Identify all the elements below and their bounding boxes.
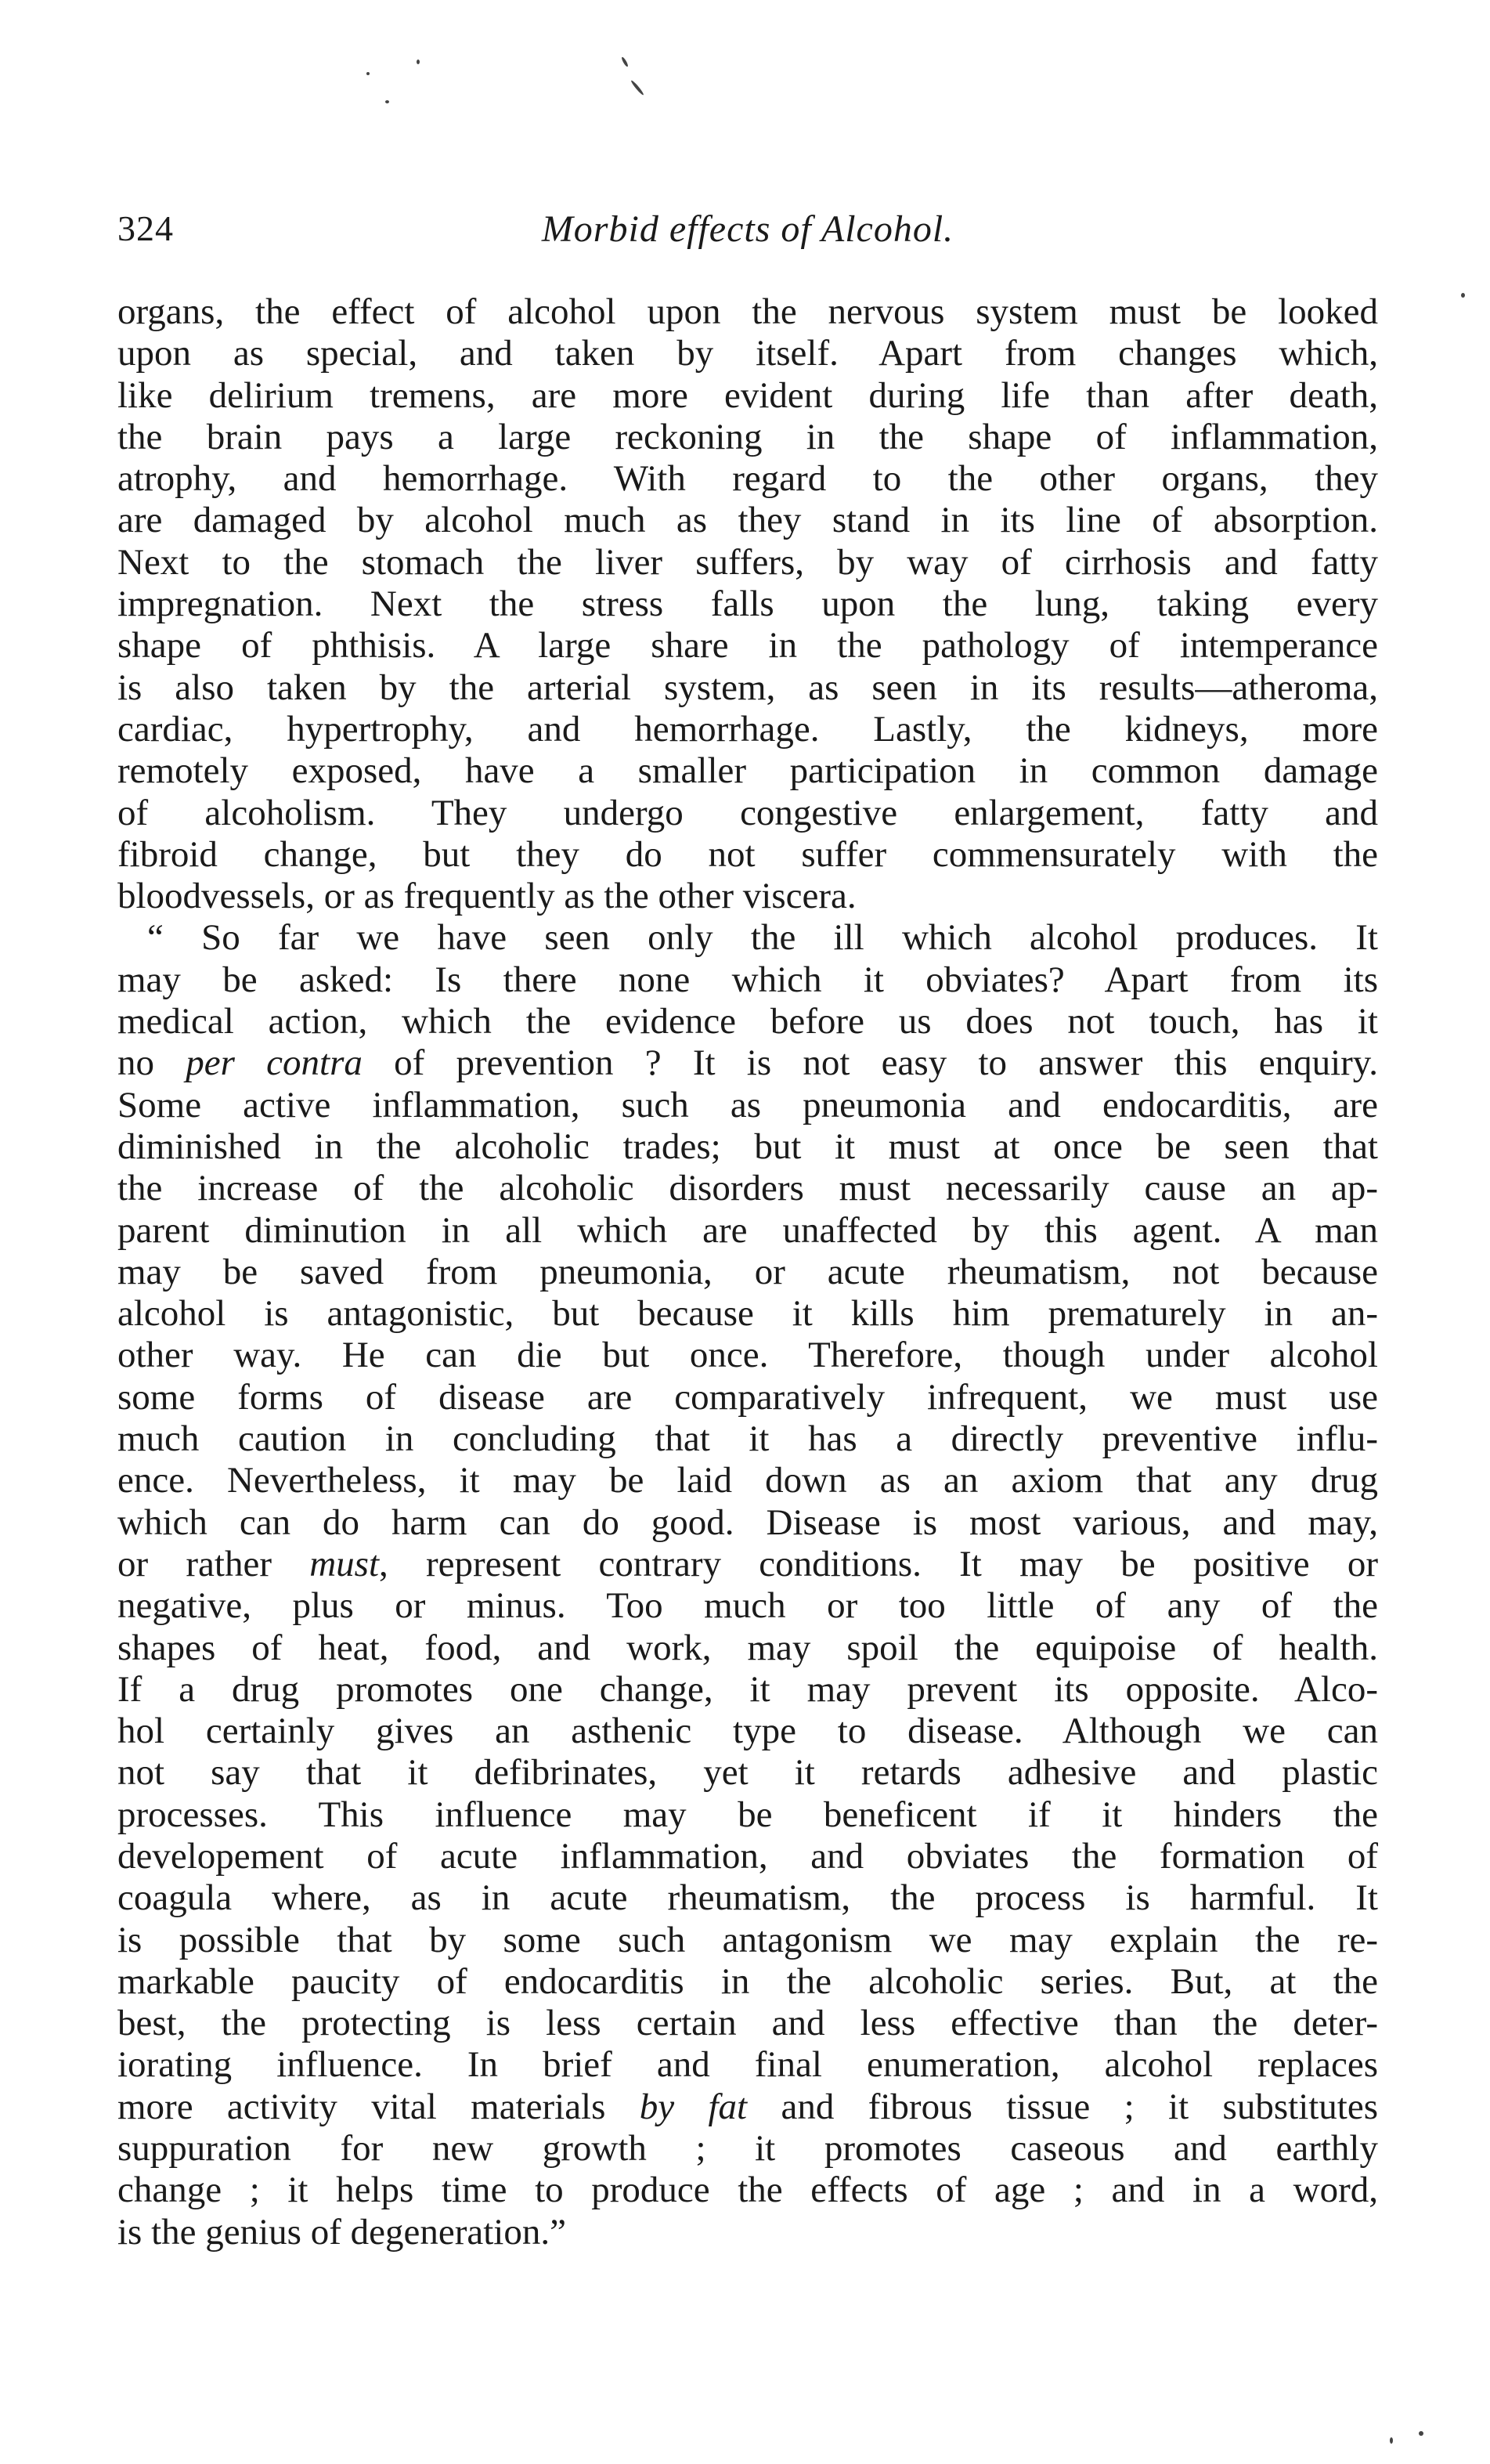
text-fragment: of prevention ? It is not easy to answer this enquiry. — [394, 1042, 1379, 1084]
text-line: are damaged by alcohol much as they stand in its line of absorption. — [117, 500, 1378, 541]
text-line: shapes of heat, food, and work, may spoil the equipoise of health. — [117, 1627, 1378, 1668]
text-line: much caution in concluding that it has a directly preventive influ- — [117, 1418, 1378, 1460]
text-line: not say that it defibrinates, yet it retards adhesive and plastic — [117, 1752, 1378, 1794]
text-line: upon as special, and taken by itself. Apart from changes which, — [117, 333, 1378, 374]
text-line: is the genius of degeneration.” — [117, 2211, 566, 2253]
text-line — [117, 1544, 1378, 1585]
text-line: may be saved from pneumonia, or acute rheumatism, not because — [117, 1251, 1378, 1292]
text-line: is also taken by the arterial system, as seen in its results—atheroma, — [117, 667, 1378, 708]
text-fragment: , represent contrary conditions. It may be positive or — [379, 1543, 1379, 1584]
page-number: 324 — [117, 208, 174, 248]
print-speck — [385, 100, 389, 103]
text-fragment: or rather — [117, 1543, 272, 1584]
text-line: markable paucity of endocarditis in the alcoholic series. But, at the — [117, 1960, 1378, 2002]
print-speck — [1390, 2437, 1393, 2444]
print-speck — [1461, 293, 1465, 298]
text-line: medical action, which the evidence before us does not touch, has it — [117, 1001, 1378, 1042]
text-line: fibroid change, but they do not suffer commensurately with the — [117, 833, 1378, 875]
print-speck — [630, 80, 644, 96]
text-line: impregnation. Next the stress falls upon the lung, taking every — [117, 583, 1378, 625]
text-line: other way. He can die but once. Therefore, though under alcohol — [117, 1335, 1378, 1376]
print-speck — [1419, 2431, 1423, 2436]
print-speck — [417, 60, 420, 64]
print-speck — [621, 56, 629, 67]
text-line: hol certainly gives an asthenic type to disease. Although we can — [117, 1711, 1378, 1752]
text-line: which can do harm can do good. Disease is most various, and may, — [117, 1501, 1378, 1543]
text-line: coagula where, as in acute rheumatism, the process is harmful. It — [117, 1877, 1378, 1919]
text-fragment: and fibrous tissue ; it substitutes — [781, 2086, 1379, 2127]
text-line: some forms of disease are comparatively infrequent, we must use — [117, 1376, 1378, 1418]
page-header — [117, 208, 1378, 270]
text-line: the brain pays a large reckoning in the shape of inflammation, — [117, 416, 1378, 457]
text-line: bloodvessels, or as frequently as the other viscera. — [117, 876, 857, 917]
text-line: organs, the effect of alcohol upon the nervous system must be looked — [117, 291, 1378, 332]
body-text — [117, 291, 1378, 2253]
text-line: Some active inflammation, such as pneumonia and endocarditis, are — [117, 1084, 1378, 1125]
text-line: change ; it helps time to produce the effects of age ; and in a word, — [117, 2170, 1378, 2211]
text-line: the increase of the alcoholic disorders must necessarily cause an ap- — [117, 1168, 1378, 1209]
text-line: diminished in the alcoholic trades; but it must at once be seen that — [117, 1125, 1378, 1167]
text-line: like delirium tremens, are more evident during life than after death, — [117, 374, 1378, 416]
running-title: Morbid effects of Alcohol. — [541, 208, 954, 250]
text-line: remotely exposed, have a smaller participation in common damage — [117, 750, 1378, 792]
print-speck — [366, 72, 370, 75]
italic-by-fat: by fat — [639, 2086, 748, 2127]
text-line: ence. Nevertheless, it may be laid down as an axiom that any drug — [117, 1460, 1378, 1501]
text-fragment: no — [117, 1042, 154, 1084]
text-line: developement of acute inflammation, and obviates the formation of — [117, 1835, 1378, 1877]
text-line: If a drug promotes one change, it may prevent its opposite. Alco- — [117, 1668, 1378, 1710]
text-line — [117, 2086, 1378, 2128]
text-line: suppuration for new growth ; it promotes caseous and earthly — [117, 2128, 1378, 2170]
text-line: processes. This influence may be beneficent if it hinders the — [117, 1794, 1378, 1835]
text-line: negative, plus or minus. Too much or too little of any of the — [117, 1585, 1378, 1627]
text-line: is possible that by some such antagonism we may explain the re- — [117, 1919, 1378, 1960]
text-line: parent diminution in all which are unaffected by this agent. A man — [117, 1209, 1378, 1251]
text-line: atrophy, and hemorrhage. With regard to the other organs, they — [117, 458, 1378, 500]
text-line: Next to the stomach the liver suffers, by way of cirrhosis and fatty — [117, 541, 1378, 583]
text-line: iorating influence. In brief and final enumeration, alcohol replaces — [117, 2044, 1378, 2086]
italic-must: must — [309, 1543, 380, 1584]
text-line: of alcoholism. They undergo congestive enlargement, fatty and — [117, 792, 1378, 833]
text-line — [117, 1042, 1378, 1084]
text-line: “ So far we have seen only the ill which alcohol produces. It — [147, 917, 1378, 959]
text-line: alcohol is antagonistic, but because it kills him prematurely in an- — [117, 1293, 1378, 1335]
text-line: best, the protecting is less certain and less effective than the deter- — [117, 2003, 1378, 2044]
text-fragment: more activity vital materials — [117, 2086, 606, 2127]
italic-per-contra: per contra — [186, 1042, 363, 1084]
text-line: shape of phthisis. A large share in the pathology of intemperance — [117, 625, 1378, 667]
text-line: may be asked: Is there none which it obviates? Apart from its — [117, 959, 1378, 1000]
text-line: cardiac, hypertrophy, and hemorrhage. Lastly, the kidneys, more — [117, 708, 1378, 750]
